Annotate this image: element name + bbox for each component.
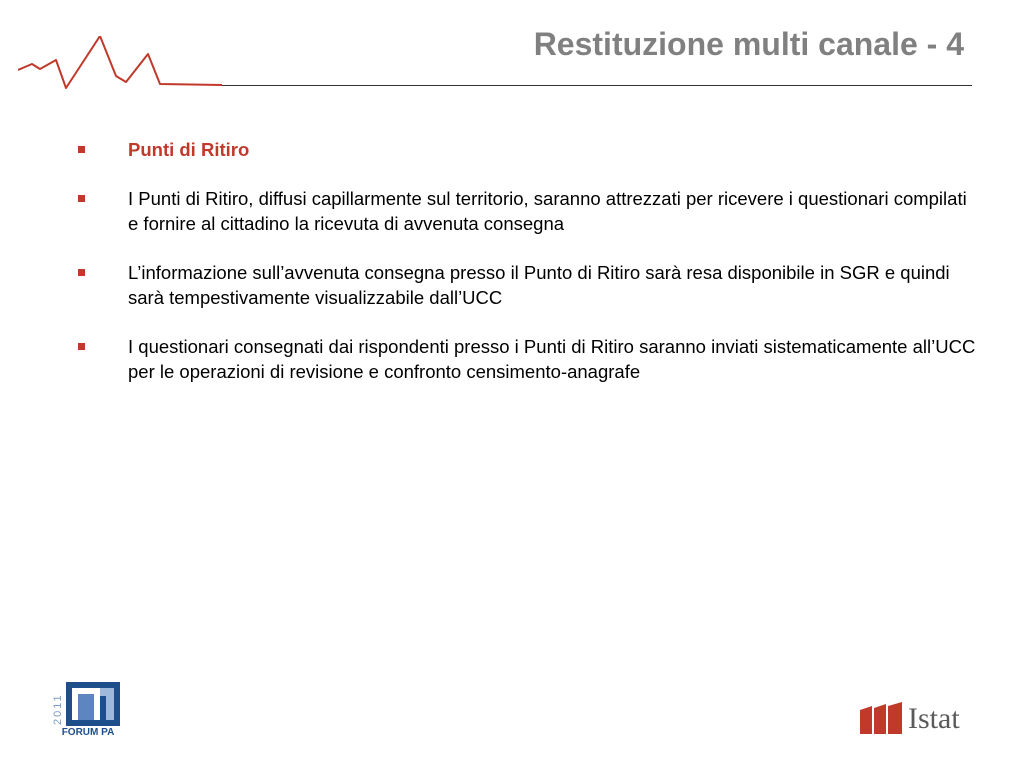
bullet-item [76, 334, 981, 384]
bullet-item [76, 186, 981, 236]
title-divider [222, 85, 972, 86]
pulse-line-icon [18, 36, 224, 92]
forum-pa-logo [52, 678, 122, 740]
istat-label: Istat [908, 702, 960, 735]
bullet-square-icon [78, 269, 85, 276]
istat-mark-icon [858, 702, 904, 736]
bullet-square-icon [78, 343, 85, 350]
bullet-list [76, 137, 981, 408]
bullet-text: Punti di Ritiro [128, 139, 250, 160]
forum-label: FORUM PA [61, 727, 115, 738]
slide-title: Restituzione multi canale - 4 [533, 26, 964, 62]
istat-logo [858, 700, 968, 740]
bullet-square-icon [78, 146, 85, 153]
bullet-text: L’informazione sull’avvenuta consegna presso il Punto di Ritiro sarà resa disponibile in SGR e quindi sarà tempestivamente visualizzabile dall’UCC [128, 262, 950, 308]
bullet-text: I questionari consegnati dai rispondenti presso i Punti di Ritiro saranno inviati sistematicamente all’UCC per le operazioni di revisione e confronto censimento-anagrafe [128, 336, 976, 382]
bullet-text: I Punti di Ritiro, diffusi capillarmente sul territorio, saranno attrezzati per ricevere i questionari compilati e fornire al cittadino la ricevuta di avvenuta consegna [128, 188, 967, 234]
forum-pa-mark-icon [66, 682, 120, 726]
bullet-square-icon [78, 195, 85, 202]
bullet-item [76, 260, 981, 310]
bullet-item [76, 137, 981, 162]
forum-year: 2011 [52, 693, 64, 725]
